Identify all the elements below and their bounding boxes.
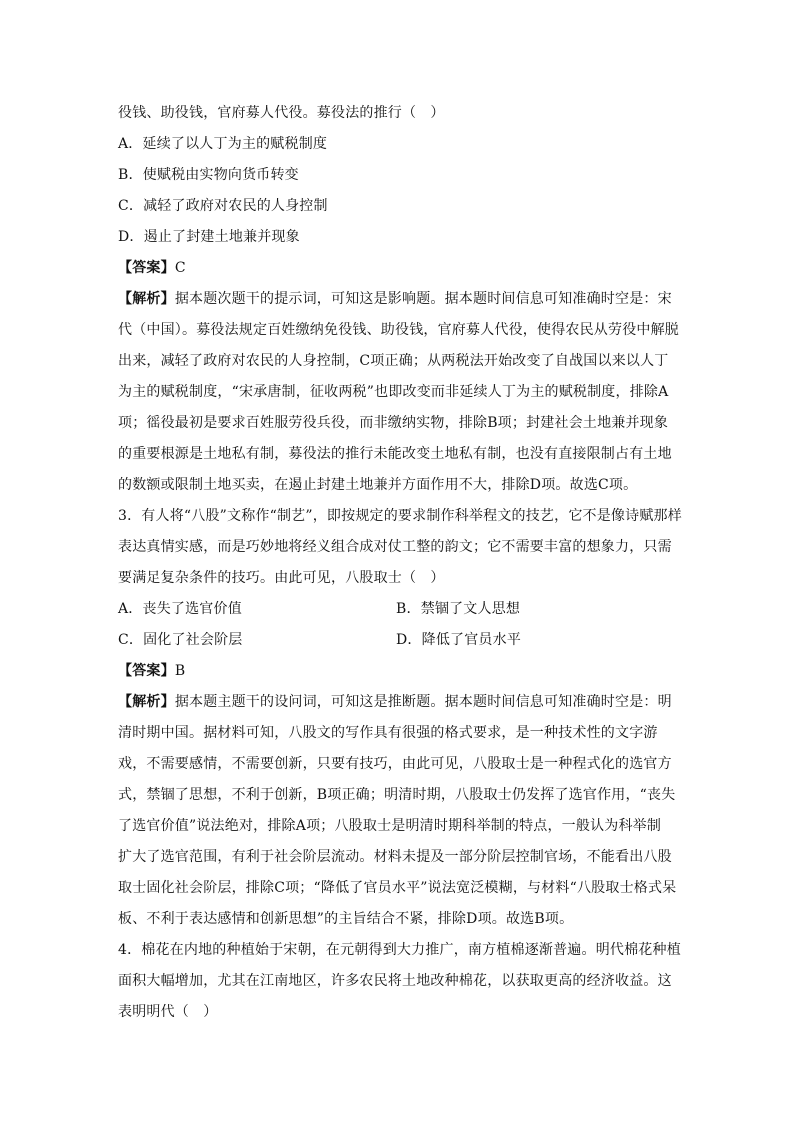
q3-option-c: C．固化了社会阶层 (118, 632, 243, 648)
q3-analysis-line: 扩大了选官范围，有利于社会阶层流动。材料未提及一部分阶层控制官场，不能看出八股 (118, 849, 672, 865)
q2-analysis-line: 项；徭役最初是要求百姓服劳役兵役，而非缴纳实物，排除B项；封建社会土地兼并现象 (118, 415, 669, 431)
q3-analysis-line: 清时期中国。据材料可知，八股文的写作具有很强的格式要求，是一种技术性的文字游 (118, 725, 658, 741)
analysis-text: 据本题主题干的设问词，可知这是推断题。据本题时间信息可知准确时空是：明 (174, 694, 672, 710)
q2-analysis-line: 的重要根源是土地私有制，募役法的推行未能改变土地私有制，也没有直接限制占有土地 (118, 446, 672, 462)
q3-option-b: B．禁锢了文人思想 (396, 601, 521, 617)
analysis-text: 据本题次题干的提示词，可知这是影响题。据本题时间信息可知准确时空是：宋 (174, 291, 672, 307)
answer-label: 【答案】 (118, 663, 175, 679)
analysis-label: 【解析】 (118, 694, 175, 710)
q2-analysis-line (118, 284, 678, 315)
q2-answer (118, 253, 678, 284)
q3-analysis-line: 取士固化社会阶层，排除C项；“降低了官员水平”说法宽泛模糊，与材料“八股取士格式呆 (118, 880, 677, 896)
q2-option-c: C．减轻了政府对农民的人身控制 (118, 198, 328, 214)
q2-analysis-line: 代（中国）。募役法规定百姓缴纳免役钱、助役钱，官府募人代役，使得农民从劳役中解脱 (118, 322, 679, 338)
q3-analysis-line: 了选官价值”说法绝对，排除A项；八股取士是明清时期科举制的特点，一般认为科举制 (118, 818, 662, 834)
q3-answer (118, 656, 678, 687)
q3-analysis-line (118, 687, 678, 718)
q3-analysis-line: 式，禁锢了思想，不利于创新，B项正确；明清时期，八股取士仍发挥了选官作用，“丧失 (118, 787, 676, 803)
question-content (118, 98, 682, 1028)
q3-option-d: D．降低了官员水平 (396, 632, 522, 648)
answer-value: B (174, 663, 186, 679)
q3-stem-line: 3．有人将“八股”文称作“制艺”，即按规定的要求制作科举程文的技艺，它不是像诗赋那样 (118, 508, 682, 524)
q2-option-a: A．延续了以人丁为主的赋税制度 (118, 136, 328, 152)
answer-value: C (174, 260, 186, 276)
q2-option-b: B．使赋税由实物向货币转变 (118, 167, 299, 183)
q4-stem-line: 表明明代（ ） (118, 1004, 218, 1020)
q3-analysis-line: 板、不利于表达感情和创新思想”的主旨结合不紧，排除D项。故选B项。 (118, 911, 574, 927)
q2-stem-line: 役钱、助役钱，官府募人代役。募役法的推行（ ） (118, 105, 445, 121)
q3-stem-line: 要满足复杂条件的技巧。由此可见，八股取士（ ） (118, 570, 445, 586)
q3-option-a: A．丧失了选官价值 (118, 601, 242, 617)
q2-analysis-line: 的数额或限制土地买卖，在遏止封建土地兼并方面作用不大，排除D项。故选C项。 (118, 477, 638, 493)
q2-analysis-line: 为主的赋税制度，“宋承唐制，征收两税”也即改变而非延续人丁为主的赋税制度，排除A (118, 384, 669, 400)
q4-stem-line: 4．棉花在内地的种植始于宋朝，在元朝得到大力推广，南方植棉逐渐普遍。明代棉花种植 (118, 942, 681, 958)
answer-label: 【答案】 (118, 260, 175, 276)
q3-options-row (118, 594, 678, 625)
q2-analysis-line: 出来，减轻了政府对农民的人身控制，C项正确；从两税法开始改变了自战国以来以人丁 (118, 353, 669, 369)
q2-option-d: D．遏止了封建土地兼并现象 (118, 229, 300, 245)
q3-analysis-line: 戏，不需要感情，不需要创新，只要有技巧，由此可见，八股取士是一种程式化的选官方 (118, 756, 672, 772)
q3-options-row (118, 625, 678, 656)
q4-stem-line: 面积大幅增加，尤其在江南地区，许多农民将土地改种棉花，以获取更高的经济收益。这 (118, 973, 672, 989)
q3-stem-line: 表达真情实感，而是巧妙地将经义组合成对仗工整的韵文；它不需要丰富的想象力，只需 (118, 539, 672, 555)
analysis-label: 【解析】 (118, 291, 175, 307)
